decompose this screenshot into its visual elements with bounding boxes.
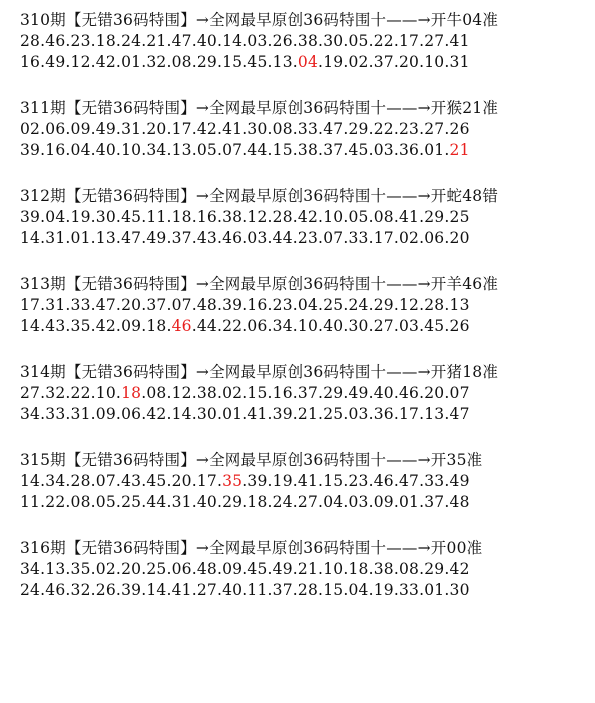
number: 29 [196, 53, 217, 71]
number: 40 [373, 384, 394, 402]
number: 22 [222, 317, 243, 335]
number: 07 [449, 384, 470, 402]
period-block [20, 186, 590, 249]
number: 20 [121, 296, 142, 314]
number: 01 [424, 581, 445, 599]
number-row: 24.46.32.26.39.14.41.27.40.11.37.28.15.04.19.33.01.30 [20, 581, 470, 599]
period-block [20, 98, 590, 161]
number: 36 [398, 141, 420, 159]
number: 10 [121, 141, 142, 159]
number: 10 [424, 53, 445, 71]
number: 49 [95, 120, 116, 138]
number-hit: 35 [222, 472, 243, 490]
number: 22 [45, 493, 66, 511]
number: 44 [272, 229, 293, 247]
number: 49 [272, 560, 293, 578]
number: 39 [121, 581, 142, 599]
number: 28 [424, 296, 445, 314]
number: 46 [398, 384, 420, 402]
number: 20 [424, 384, 445, 402]
number: 01 [398, 493, 420, 511]
number: 32 [146, 53, 167, 71]
number: 29 [424, 208, 445, 226]
number: 41 [398, 208, 420, 226]
number: 35 [70, 317, 91, 335]
number: 20 [449, 229, 470, 247]
number: 05 [348, 32, 369, 50]
number: 12 [70, 53, 91, 71]
number: 04 [323, 493, 344, 511]
number: 47 [171, 32, 192, 50]
number: 22 [373, 32, 394, 50]
number: 06 [171, 560, 192, 578]
number: 26 [272, 32, 293, 50]
number: 42 [95, 53, 116, 71]
number: 41 [171, 581, 192, 599]
number: 33 [45, 405, 66, 423]
number: 08 [70, 493, 91, 511]
number: 46 [373, 472, 394, 490]
number: 21 [146, 32, 167, 50]
number: 27 [373, 317, 394, 335]
number: 40 [222, 581, 243, 599]
number: 31 [171, 493, 192, 511]
number: 02 [20, 120, 41, 138]
number: 28 [20, 32, 41, 50]
number: 25 [323, 405, 344, 423]
number: 47 [398, 472, 420, 490]
number-hit: 04 [297, 53, 319, 71]
number: 02 [222, 384, 243, 402]
number: 08 [272, 120, 293, 138]
number: 33 [424, 472, 445, 490]
number: 23 [348, 472, 369, 490]
number-row: 39.04.19.30.45.11.18.16.38.12.28.42.10.05.08.41.29.25 [20, 208, 470, 226]
period-block [20, 10, 590, 73]
number: 41 [297, 472, 319, 490]
number: 38 [373, 560, 394, 578]
number: 15 [247, 384, 268, 402]
number: 41 [222, 120, 243, 138]
number: 14 [20, 229, 41, 247]
number: 37 [297, 384, 319, 402]
number: 33 [398, 581, 420, 599]
number-row: 27.32.22.10.18.08.12.38.02.15.16.37.29.49.40.46.20.07 [20, 384, 470, 402]
number: 30 [247, 120, 268, 138]
number: 34 [20, 560, 41, 578]
number: 03 [398, 317, 420, 335]
number: 31 [121, 120, 142, 138]
number: 18 [95, 32, 116, 50]
number: 08 [398, 560, 420, 578]
number: 10 [323, 560, 344, 578]
number: 19 [373, 581, 394, 599]
number: 31 [449, 53, 470, 71]
number: 29 [373, 296, 394, 314]
number: 25 [323, 296, 344, 314]
number: 30 [323, 32, 344, 50]
number: 23 [398, 120, 420, 138]
number: 07 [171, 296, 192, 314]
number: 37 [272, 581, 293, 599]
number: 15 [272, 141, 293, 159]
number: 24 [348, 296, 369, 314]
number: 14 [222, 32, 243, 50]
number: 14 [146, 581, 167, 599]
number: 26 [449, 120, 470, 138]
number: 14 [171, 405, 192, 423]
number: 01 [70, 229, 91, 247]
number: 11 [20, 493, 41, 511]
number: 03 [247, 229, 268, 247]
number: 20 [171, 472, 192, 490]
number: 23 [272, 296, 293, 314]
number: 37 [171, 229, 192, 247]
number: 33 [348, 229, 369, 247]
number: 38 [222, 208, 243, 226]
period-title: 316期【无错36码特围】→全网最早原创36码特围十——→开00准 [20, 539, 483, 557]
number-row: 34.13.35.02.20.25.06.48.09.45.49.21.10.18.38.08.29.42 [20, 560, 470, 578]
number: 34 [20, 405, 41, 423]
number-row: 14.43.35.42.09.18.46.44.22.06.34.10.40.30.27.03.45.26 [20, 317, 470, 335]
number: 40 [95, 141, 116, 159]
number: 44 [247, 141, 268, 159]
number: 09 [121, 317, 142, 335]
number: 34 [45, 472, 66, 490]
number-hit: 18 [121, 384, 142, 402]
number: 13 [449, 296, 470, 314]
number-hit: 21 [449, 141, 470, 159]
number: 01 [121, 53, 142, 71]
period-block [20, 450, 590, 513]
number: 26 [95, 581, 116, 599]
number: 01 [222, 405, 243, 423]
number: 43 [121, 472, 142, 490]
number: 25 [449, 208, 470, 226]
number: 39 [272, 405, 293, 423]
number: 15 [222, 53, 243, 71]
number: 17 [373, 229, 394, 247]
number: 33 [70, 296, 91, 314]
number: 30 [348, 317, 369, 335]
number-row: 34.33.31.09.06.42.14.30.01.41.39.21.25.03.36.17.13.47 [20, 405, 470, 423]
period-block [20, 362, 590, 425]
number: 21 [297, 560, 319, 578]
number: 41 [449, 32, 470, 50]
number: 07 [222, 141, 243, 159]
number: 33 [297, 120, 319, 138]
number: 23 [297, 229, 319, 247]
number: 47 [95, 296, 116, 314]
number: 16 [272, 384, 293, 402]
number: 22 [70, 384, 91, 402]
number: 31 [45, 229, 66, 247]
number: 27 [20, 384, 41, 402]
number: 14 [20, 472, 41, 490]
number: 20 [146, 120, 167, 138]
number: 35 [70, 560, 91, 578]
number: 24 [121, 32, 142, 50]
number: 48 [196, 296, 217, 314]
number: 08 [146, 384, 167, 402]
number: 04 [70, 141, 91, 159]
number: 38 [297, 32, 319, 50]
number: 18 [348, 560, 369, 578]
number-row: 02.06.09.49.31.20.17.42.41.30.08.33.47.29.22.23.27.26 [20, 120, 470, 138]
number: 47 [449, 405, 470, 423]
number: 27 [424, 32, 445, 50]
number: 40 [196, 493, 217, 511]
number: 37 [424, 493, 445, 511]
number: 24 [20, 581, 41, 599]
number: 36 [373, 405, 394, 423]
number: 45 [146, 472, 167, 490]
number: 20 [398, 53, 420, 71]
number-row: 11.22.08.05.25.44.31.40.29.18.24.27.04.03.09.01.37.48 [20, 493, 470, 511]
number: 07 [95, 472, 116, 490]
number: 06 [247, 317, 268, 335]
number: 43 [196, 229, 217, 247]
number: 03 [373, 141, 394, 159]
number-hit: 46 [171, 317, 192, 335]
period-title: 310期【无错36码特围】→全网最早原创36码特围十——→开牛04准 [20, 11, 499, 29]
number: 05 [348, 208, 369, 226]
period-title: 315期【无错36码特围】→全网最早原创36码特围十——→开35准 [20, 451, 483, 469]
number: 27 [424, 120, 445, 138]
number: 31 [70, 405, 91, 423]
number: 40 [323, 317, 344, 335]
number: 10 [323, 208, 344, 226]
number: 16 [45, 141, 66, 159]
number: 42 [146, 405, 167, 423]
number: 16 [20, 53, 41, 71]
number: 27 [196, 581, 217, 599]
number: 07 [323, 229, 344, 247]
number: 34 [272, 317, 293, 335]
number: 06 [121, 405, 142, 423]
number: 41 [247, 405, 268, 423]
number: 18 [171, 208, 192, 226]
number: 13 [272, 53, 293, 71]
number: 49 [348, 384, 369, 402]
number: 02 [398, 229, 420, 247]
period-title: 311期【无错36码特围】→全网最早原创36码特围十——→开猴21准 [20, 99, 499, 117]
number: 24 [272, 493, 293, 511]
number: 39 [20, 141, 41, 159]
number: 12 [398, 296, 420, 314]
number: 10 [95, 384, 116, 402]
number-row: 14.34.28.07.43.45.20.17.35.39.19.41.15.23.46.47.33.49 [20, 472, 470, 490]
number: 25 [146, 560, 167, 578]
number: 19 [70, 208, 91, 226]
number: 37 [323, 141, 344, 159]
number: 46 [45, 581, 66, 599]
number: 40 [196, 32, 217, 50]
number: 25 [121, 493, 142, 511]
number: 45 [348, 141, 369, 159]
number: 02 [348, 53, 369, 71]
number: 12 [247, 208, 268, 226]
number: 37 [373, 53, 394, 71]
period-block [20, 274, 590, 337]
number: 09 [373, 493, 394, 511]
number: 29 [348, 120, 369, 138]
number: 29 [424, 560, 445, 578]
number: 42 [297, 208, 319, 226]
number: 13 [424, 405, 445, 423]
number: 03 [247, 32, 268, 50]
number: 09 [95, 405, 116, 423]
period-block [20, 538, 590, 601]
number: 22 [373, 120, 394, 138]
period-title: 313期【无错36码特围】→全网最早原创36码特围十——→开羊46准 [20, 275, 499, 293]
number: 13 [171, 141, 192, 159]
number: 18 [146, 317, 167, 335]
number: 19 [323, 53, 344, 71]
number: 19 [272, 472, 293, 490]
number: 17 [398, 405, 420, 423]
number: 48 [449, 493, 470, 511]
number: 27 [297, 493, 319, 511]
number: 39 [222, 296, 243, 314]
number: 46 [222, 229, 243, 247]
number: 46 [45, 32, 66, 50]
number: 20 [121, 560, 142, 578]
number: 11 [247, 581, 268, 599]
number: 17 [398, 32, 420, 50]
number: 11 [146, 208, 167, 226]
number: 30 [449, 581, 470, 599]
number: 32 [45, 384, 66, 402]
number: 44 [146, 493, 167, 511]
number: 09 [70, 120, 91, 138]
number: 02 [95, 560, 116, 578]
number: 45 [424, 317, 445, 335]
number: 17 [20, 296, 41, 314]
number: 43 [45, 317, 66, 335]
number: 21 [297, 405, 319, 423]
number-row: 28.46.23.18.24.21.47.40.14.03.26.38.30.05.22.17.27.41 [20, 32, 470, 50]
period-title: 314期【无错36码特围】→全网最早原创36码特围十——→开猪18准 [20, 363, 499, 381]
number: 16 [247, 296, 268, 314]
number-row: 39.16.04.40.10.34.13.05.07.44.15.38.37.45.03.36.01.21 [20, 141, 470, 159]
number: 30 [95, 208, 116, 226]
number-row: 17.31.33.47.20.37.07.48.39.16.23.04.25.24.29.12.28.13 [20, 296, 470, 314]
number: 10 [297, 317, 319, 335]
number: 03 [348, 493, 369, 511]
number: 31 [45, 296, 66, 314]
number: 42 [196, 120, 217, 138]
number: 13 [45, 560, 66, 578]
number: 34 [146, 141, 167, 159]
number: 49 [45, 53, 66, 71]
number: 30 [196, 405, 217, 423]
number: 04 [348, 581, 369, 599]
number: 37 [146, 296, 167, 314]
number: 45 [247, 560, 268, 578]
number: 17 [196, 472, 217, 490]
number: 48 [196, 560, 217, 578]
number: 29 [323, 384, 344, 402]
number: 45 [247, 53, 268, 71]
number: 32 [70, 581, 91, 599]
number: 39 [247, 472, 268, 490]
number: 17 [171, 120, 192, 138]
number: 09 [222, 560, 243, 578]
number-row: 14.31.01.13.47.49.37.43.46.03.44.23.07.33.17.02.06.20 [20, 229, 470, 247]
number: 08 [171, 53, 192, 71]
number: 03 [348, 405, 369, 423]
number: 04 [45, 208, 66, 226]
number: 49 [146, 229, 167, 247]
number: 06 [45, 120, 66, 138]
number: 29 [222, 493, 243, 511]
number: 38 [196, 384, 217, 402]
number: 47 [121, 229, 142, 247]
number: 38 [297, 141, 319, 159]
number: 42 [449, 560, 470, 578]
number: 42 [95, 317, 116, 335]
number: 04 [297, 296, 319, 314]
number: 06 [424, 229, 445, 247]
number: 26 [449, 317, 470, 335]
number: 47 [323, 120, 344, 138]
number: 16 [196, 208, 217, 226]
number: 39 [20, 208, 41, 226]
number: 45 [121, 208, 142, 226]
number: 44 [196, 317, 217, 335]
number: 05 [196, 141, 217, 159]
number-row: 16.49.12.42.01.32.08.29.15.45.13.04.19.02.37.20.10.31 [20, 53, 470, 71]
number: 49 [449, 472, 470, 490]
number: 28 [297, 581, 319, 599]
number: 01 [424, 141, 445, 159]
period-title: 312期【无错36码特围】→全网最早原创36码特围十——→开蛇48错 [20, 187, 499, 205]
number: 12 [171, 384, 192, 402]
number: 13 [95, 229, 116, 247]
number: 08 [373, 208, 394, 226]
number: 14 [20, 317, 41, 335]
number: 15 [323, 472, 344, 490]
prediction-document [20, 10, 590, 626]
number: 23 [70, 32, 91, 50]
number: 18 [247, 493, 268, 511]
number: 28 [70, 472, 91, 490]
number: 05 [95, 493, 116, 511]
number: 15 [323, 581, 344, 599]
number: 28 [272, 208, 293, 226]
